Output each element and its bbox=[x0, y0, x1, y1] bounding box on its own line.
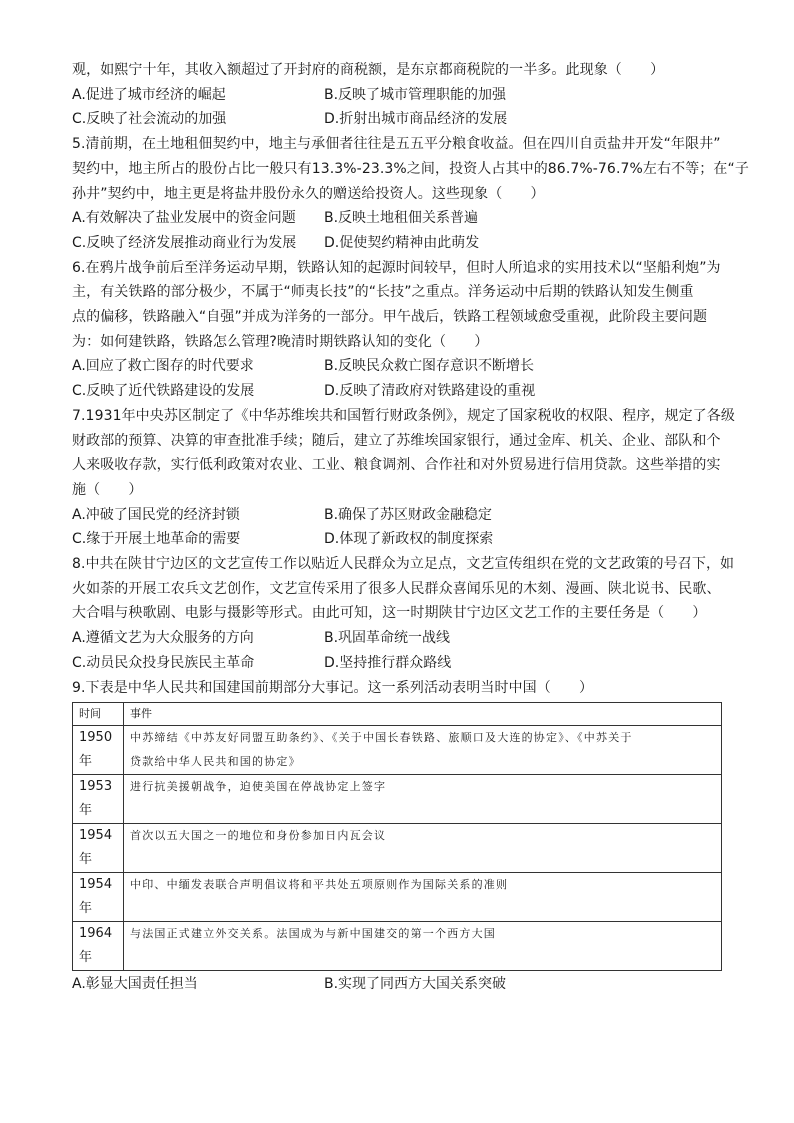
row-year: 1954 bbox=[79, 828, 113, 844]
q4-option-b[interactable]: B.反映了城市管理职能的加强 bbox=[324, 86, 507, 103]
row-event-line: 首次以五大国之一的地位和身份参加日内瓦会议 bbox=[130, 829, 387, 843]
row-year: 1964 bbox=[79, 926, 113, 942]
q4-stem-line: 观，如熙宁十年，其收入额超过了开封府的商税额，是东京都商税院的一半多。此现象（ ） bbox=[72, 62, 665, 78]
q8-option-d[interactable]: D.坚持推行群众路线 bbox=[324, 654, 452, 671]
question-7 bbox=[72, 404, 735, 552]
question-6 bbox=[72, 256, 724, 404]
row-year-unit: 年 bbox=[79, 950, 93, 966]
row-time-cell bbox=[73, 873, 124, 922]
exam-page bbox=[72, 58, 749, 997]
q9-stem-line: 9.下表是中华人民共和国建国前期部分大事记。这一系列活动表明当时中国（ ） bbox=[72, 679, 594, 696]
q5-options-row-2 bbox=[72, 231, 724, 256]
q9-option-b[interactable]: B.实现了同西方大国关系突破 bbox=[324, 976, 507, 993]
row-year: 1954 bbox=[79, 877, 113, 893]
row-event-cell bbox=[124, 775, 722, 824]
q4-option-c[interactable]: C.反映了社会流动的加强 bbox=[72, 111, 227, 128]
q4-continuation bbox=[72, 58, 724, 132]
header-time: 时间 bbox=[73, 703, 124, 726]
q5-option-d[interactable]: D.促使契约精神由此萌发 bbox=[324, 234, 480, 251]
row-event-line: 中印、中缅发表联合声明倡议将和平共处五项原则作为国际关系的准则 bbox=[130, 878, 509, 892]
table-row bbox=[73, 726, 722, 775]
row-year: 1953 bbox=[79, 779, 113, 795]
q8-options-row-2 bbox=[72, 651, 724, 676]
q8-option-a[interactable]: A.遵循文艺为大众服务的方向 bbox=[72, 630, 254, 647]
q5-stem-line-2: 契约中，地主所占的股份占比一般只有13.3%-23.3%之间，投资人占其中的86.7%-76.7%左右不等；在“子 bbox=[72, 160, 749, 177]
q8-option-b[interactable]: B.巩固革命统一战线 bbox=[324, 630, 451, 647]
row-event-cell bbox=[124, 824, 722, 873]
q6-options-row-1 bbox=[72, 354, 724, 379]
q7-option-b[interactable]: B.确保了苏区财政金融稳定 bbox=[324, 506, 493, 523]
q7-option-d[interactable]: D.体现了新政权的制度探索 bbox=[324, 531, 494, 548]
q6-option-c[interactable]: C.反映了近代铁路建设的发展 bbox=[72, 383, 255, 400]
q8-stem-line-1: 8.中共在陕甘宁边区的文艺宣传工作以贴近人民群众为立足点，文艺宣传组织在党的文艺政策的号召下，如 bbox=[72, 556, 735, 573]
row-year-unit: 年 bbox=[79, 803, 93, 819]
q8-stem-line-2: 火如荼的开展工农兵文艺创作，文艺宣传采用了很多人民群众喜闻乐见的木刻、漫画、陕北说书、民歌、 bbox=[72, 580, 721, 597]
q5-stem-line-1: 5.清前期，在土地租佃契约中，地主与承佃者往往是五五平分粮食收益。但在四川自贡盐井开发“年限井” bbox=[72, 136, 721, 153]
row-year: 1950 bbox=[79, 730, 113, 746]
q8-options-row-1 bbox=[72, 626, 724, 651]
q5-option-a[interactable]: A.有效解决了盐业发展中的资金问题 bbox=[72, 210, 296, 227]
q6-option-b[interactable]: B.反映民众救亡图存意识不断增长 bbox=[324, 358, 535, 375]
q5-option-c[interactable]: C.反映了经济发展推动商业行为发展 bbox=[72, 234, 297, 251]
q7-stem-line-1: 7.1931年中央苏区制定了《中华苏维埃共和国暂行财政条例》，规定了国家税收的权限、程序，规定了各级 bbox=[72, 407, 735, 424]
q7-stem-line-3: 人来吸收存款，实行低利政策对农业、工业、粮食调剂、合作社和对外贸易进行信用贷款。这些举措的实 bbox=[72, 457, 721, 474]
row-time-cell bbox=[73, 922, 124, 971]
table-row bbox=[73, 775, 722, 824]
row-time-cell bbox=[73, 726, 124, 775]
q7-option-a[interactable]: A.冲破了国民党的经济封锁 bbox=[72, 506, 240, 523]
q4-option-d[interactable]: D.折射出城市商品经济的发展 bbox=[324, 111, 508, 128]
row-event-line: 进行抗美援朝战争，迫使美国在停战协定上签字 bbox=[130, 780, 387, 794]
events-table bbox=[72, 702, 722, 971]
q5-stem-line-3: 孙井”契约中，地主更是将盐井股份永久的赠送给投资人。这些现象（ ） bbox=[72, 185, 545, 202]
row-year-unit: 年 bbox=[79, 754, 93, 770]
question-5 bbox=[72, 132, 749, 256]
q5-option-b[interactable]: B.反映土地租佃关系普遍 bbox=[324, 210, 479, 227]
q9-options-row-1 bbox=[72, 972, 724, 997]
q7-options-row-1 bbox=[72, 503, 724, 528]
row-year-unit: 年 bbox=[79, 852, 93, 868]
question-9 bbox=[72, 676, 724, 997]
q8-option-c[interactable]: C.动员民众投身民族民主革命 bbox=[72, 654, 255, 671]
q5-options-row-1 bbox=[72, 206, 724, 231]
q8-stem-line-3: 大合唱与秧歌剧、电影与摄影等形式。由此可知，这一时期陕甘宁边区文艺工作的主要任务是（ ） bbox=[72, 605, 707, 622]
row-time-cell bbox=[73, 824, 124, 873]
table-row bbox=[73, 824, 722, 873]
q6-stem-line-1: 6.在鸦片战争前后至洋务运动早期，铁路认知的起源时间较早，但时人所追求的实用技术以“坚船利炮”为 bbox=[72, 259, 721, 276]
q4-option-a[interactable]: A.促进了城市经济的崛起 bbox=[72, 86, 226, 103]
header-event: 事件 bbox=[124, 703, 722, 726]
q9-option-a[interactable]: A.彰显大国责任担当 bbox=[72, 976, 198, 993]
row-time-cell bbox=[73, 775, 124, 824]
table-header-row bbox=[73, 703, 722, 726]
q6-option-d[interactable]: D.反映了清政府对铁路建设的重视 bbox=[324, 383, 536, 400]
q6-option-a[interactable]: A.回应了救亡图存的时代要求 bbox=[72, 358, 254, 375]
q4-options-row-2 bbox=[72, 107, 724, 132]
row-event-line: 中苏缔结《中苏友好同盟互助条约》、《关于中国长春铁路、旅顺口及大连的协定》、《中苏关于 bbox=[130, 731, 633, 745]
q6-stem-line-2: 主，有关铁路的部分极少，不属于“师夷长技”的“长技”之重点。洋务运动中后期的铁路认知发生侧重 bbox=[72, 284, 694, 301]
q4-options-row-1 bbox=[72, 83, 724, 108]
q7-stem-line-2: 财政部的预算、决算的审查批准手续；随后，建立了苏维埃国家银行，通过金库、机关、企业、部队和个 bbox=[72, 432, 721, 449]
table-row bbox=[73, 873, 722, 922]
q7-options-row-2 bbox=[72, 527, 724, 552]
row-event-cell bbox=[124, 726, 722, 775]
row-event-line: 与法国正式建立外交关系。法国成为与新中国建交的第一个西方大国 bbox=[130, 927, 496, 941]
q6-options-row-2 bbox=[72, 379, 724, 404]
row-year-unit: 年 bbox=[79, 901, 93, 917]
q6-stem-line-4: 为：如何建铁路，铁路怎么管理?晚清时期铁路认知的变化（ ） bbox=[72, 333, 489, 350]
q7-option-c[interactable]: C.缘于开展土地革命的需要 bbox=[72, 531, 241, 548]
q7-stem-line-4: 施（ ） bbox=[72, 481, 143, 498]
table-row bbox=[73, 922, 722, 971]
question-8 bbox=[72, 552, 735, 676]
row-event-line: 贷款给中华人民共和国的协定》 bbox=[130, 755, 301, 769]
row-event-cell bbox=[124, 922, 722, 971]
row-event-cell bbox=[124, 873, 722, 922]
q6-stem-line-3: 点的偏移，铁路融入“自强”并成为洋务的一部分。甲午战后，铁路工程领域愈受重视，此阶段主要问题 bbox=[72, 309, 708, 326]
